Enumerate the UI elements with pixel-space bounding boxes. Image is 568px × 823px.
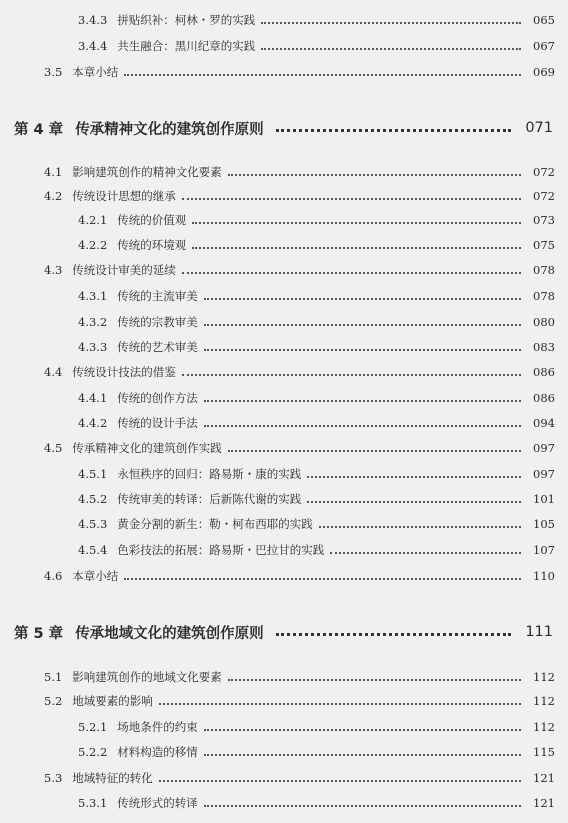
dot-leader — [192, 246, 521, 249]
toc-entry — [0, 717, 568, 737]
toc-entry-number: 4.2.1 — [78, 213, 108, 227]
toc-page-number: 086 — [533, 365, 555, 379]
toc-entry-title: 传统的艺术审美 — [117, 340, 198, 354]
toc-entry-title: 传统形式的转译 — [117, 796, 198, 810]
dot-leader — [261, 47, 521, 50]
dot-leader — [276, 128, 511, 132]
dot-leader — [276, 632, 511, 636]
toc-entry — [0, 514, 568, 534]
toc-entry-title: 黄金分割的新生：勒・柯布西耶的实践 — [117, 517, 313, 531]
dot-leader — [204, 728, 521, 731]
dot-leader — [204, 348, 521, 351]
toc-entry-number: 4.5.4 — [78, 543, 108, 557]
dot-leader — [261, 21, 521, 24]
toc-entry — [0, 312, 568, 332]
toc-entry-number: 5.2.2 — [78, 745, 108, 759]
dot-leader — [307, 475, 521, 478]
toc-entry-number: 4.3 — [44, 263, 63, 277]
toc-entry — [0, 210, 568, 230]
toc-chapter-entry — [0, 118, 568, 138]
toc-entry-number: 3.5 — [44, 65, 63, 79]
toc-entry-title: 传承精神文化的建筑创作原则 — [75, 121, 264, 138]
toc-entry-number: 第 5 章 — [14, 625, 64, 642]
toc-page-number: 105 — [533, 517, 555, 531]
dot-leader — [182, 373, 521, 376]
dot-leader — [228, 173, 521, 176]
toc-entry-number: 4.4 — [44, 365, 63, 379]
toc-page-number: 101 — [533, 492, 555, 506]
toc-entry-title: 传统的宗教审美 — [117, 315, 198, 329]
toc-entry — [0, 337, 568, 357]
toc-entry-title: 地域特征的转化 — [72, 771, 153, 785]
toc-entry — [0, 566, 568, 586]
toc-entry — [0, 186, 568, 206]
dot-leader — [204, 399, 521, 402]
toc-entry-number: 4.3.1 — [78, 289, 108, 303]
toc-entry — [0, 162, 568, 182]
toc-page-number: 111 — [525, 624, 553, 640]
dot-leader — [159, 779, 521, 782]
dot-leader — [204, 323, 521, 326]
toc-page-number: 112 — [533, 694, 555, 708]
toc-entry-number: 3.4.4 — [78, 39, 108, 53]
toc-page-number: 078 — [533, 263, 555, 277]
toc-page-number: 112 — [533, 670, 555, 684]
toc-entry-title: 传统的环境观 — [117, 238, 187, 252]
toc-page-number: 086 — [533, 391, 555, 405]
toc-entry-number: 4.6 — [44, 569, 63, 583]
toc-entry-number: 4.5.1 — [78, 467, 108, 481]
toc-entry — [0, 362, 568, 382]
toc-entry — [0, 10, 568, 30]
toc-entry-number: 5.3 — [44, 771, 63, 785]
dot-leader — [182, 197, 521, 200]
toc-entry-title: 传承地域文化的建筑创作原则 — [75, 625, 264, 642]
toc-entry — [0, 742, 568, 762]
toc-page-number: 069 — [533, 65, 555, 79]
toc-page-number: 107 — [533, 543, 555, 557]
dot-leader — [204, 753, 521, 756]
toc-entry-title: 传承精神文化的建筑创作实践 — [72, 441, 222, 455]
toc-entry-number: 4.4.1 — [78, 391, 108, 405]
dot-leader — [159, 702, 521, 705]
toc-page-number: 110 — [533, 569, 555, 583]
toc-page-number: 065 — [533, 13, 555, 27]
toc-page-number: 073 — [533, 213, 555, 227]
toc-entry — [0, 691, 568, 711]
toc-entry-title: 传统设计技法的借鉴 — [72, 365, 176, 379]
toc-entry — [0, 388, 568, 408]
toc-entry-title: 影响建筑创作的精神文化要素 — [72, 165, 222, 179]
toc-entry-title: 地域要素的影响 — [72, 694, 153, 708]
toc-entry-title: 传统的主流审美 — [117, 289, 198, 303]
toc-entry-number: 4.3.2 — [78, 315, 108, 329]
toc-page-number: 112 — [533, 720, 555, 734]
toc-entry-title: 永恒秩序的回归：路易斯・康的实践 — [117, 467, 302, 481]
toc-entry-number: 第 4 章 — [14, 121, 64, 138]
toc-entry-number: 5.3.1 — [78, 796, 108, 810]
toc-entry-number: 4.3.3 — [78, 340, 108, 354]
toc-entry-title: 拼贴织补：柯林・罗的实践 — [117, 13, 256, 27]
toc-page-number: 097 — [533, 467, 555, 481]
toc-entry — [0, 413, 568, 433]
toc-entry — [0, 260, 568, 280]
toc-entry-number: 4.5 — [44, 441, 63, 455]
toc-page-number: 083 — [533, 340, 555, 354]
toc-page-number: 121 — [533, 771, 555, 785]
toc-page-number: 072 — [533, 165, 555, 179]
toc-page-number: 075 — [533, 238, 555, 252]
dot-leader — [204, 424, 521, 427]
dot-leader — [204, 804, 521, 807]
toc-chapter-entry — [0, 622, 568, 642]
toc-page-number: 115 — [533, 745, 555, 759]
toc-entry-number: 5.2 — [44, 694, 63, 708]
dot-leader — [192, 221, 521, 224]
toc-page-number: 094 — [533, 416, 555, 430]
toc-entry — [0, 540, 568, 560]
dot-leader — [307, 500, 521, 503]
toc-entry-title: 场地条件的约束 — [117, 720, 198, 734]
toc-page-number: 080 — [533, 315, 555, 329]
toc-entry-title: 传统设计思想的继承 — [72, 189, 176, 203]
toc-entry-number: 5.1 — [44, 670, 63, 684]
toc-entry-title: 本章小结 — [72, 569, 119, 583]
toc-entry — [0, 768, 568, 788]
toc-page-number: 078 — [533, 289, 555, 303]
toc-entry-title: 传统的创作方法 — [117, 391, 198, 405]
toc-entry-title: 传统审美的转译：后新陈代谢的实践 — [117, 492, 302, 506]
toc-entry-title: 色彩技法的拓展：路易斯・巴拉甘的实践 — [117, 543, 325, 557]
toc-entry-number: 4.2 — [44, 189, 63, 203]
dot-leader — [204, 297, 521, 300]
toc-entry — [0, 489, 568, 509]
toc-entry-number: 4.5.3 — [78, 517, 108, 531]
toc-entry-title: 影响建筑创作的地域文化要素 — [72, 670, 222, 684]
toc-entry — [0, 235, 568, 255]
toc-entry-number: 3.4.3 — [78, 13, 108, 27]
toc-page-number: 121 — [533, 796, 555, 810]
toc-page-number: 067 — [533, 39, 555, 53]
toc-page-number: 097 — [533, 441, 555, 455]
toc-entry-number: 4.2.2 — [78, 238, 108, 252]
toc-entry-number: 4.4.2 — [78, 416, 108, 430]
toc-entry-number: 5.2.1 — [78, 720, 108, 734]
toc-entry-title: 本章小结 — [72, 65, 119, 79]
toc-entry-number: 4.5.2 — [78, 492, 108, 506]
dot-leader — [124, 73, 521, 76]
dot-leader — [228, 449, 521, 452]
toc-entry — [0, 62, 568, 82]
toc-entry-title: 传统的价值观 — [117, 213, 187, 227]
toc-page-number: 072 — [533, 189, 555, 203]
toc-entry-title: 材料构造的移情 — [117, 745, 198, 759]
toc-entry — [0, 438, 568, 458]
dot-leader — [124, 577, 521, 580]
dot-leader — [319, 525, 521, 528]
dot-leader — [228, 678, 521, 681]
toc-entry — [0, 464, 568, 484]
toc-entry-number: 4.1 — [44, 165, 63, 179]
toc-entry — [0, 793, 568, 813]
toc-entry-title: 传统的设计手法 — [117, 416, 198, 430]
toc-entry-title: 传统设计审美的延续 — [72, 263, 176, 277]
toc-entry-title: 共生融合：黑川纪章的实践 — [117, 39, 256, 53]
toc-page-number: 071 — [525, 120, 553, 136]
dot-leader — [330, 551, 521, 554]
dot-leader — [182, 271, 521, 274]
toc-entry — [0, 36, 568, 56]
toc-entry — [0, 286, 568, 306]
toc-entry — [0, 667, 568, 687]
